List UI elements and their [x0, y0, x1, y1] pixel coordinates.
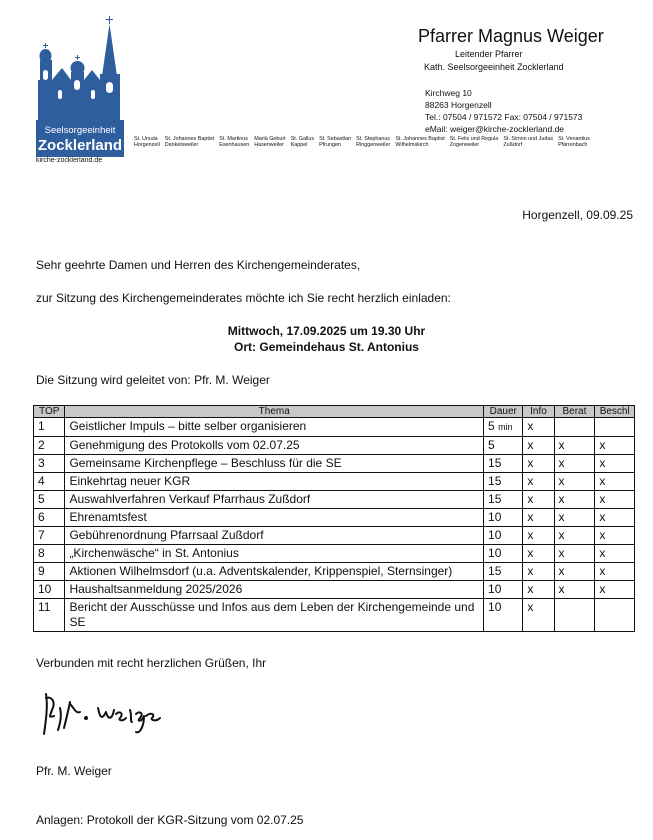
row-info: x [523, 545, 554, 563]
row-dauer: 5 min [484, 418, 523, 437]
signature-drawing [40, 688, 170, 738]
parish-item: St. Johannes Baptist Wilhelmskirch [395, 136, 445, 149]
row-berat: x [554, 491, 595, 509]
table-row [34, 455, 635, 473]
row-beschl [595, 418, 635, 437]
row-top: 6 [34, 509, 65, 527]
row-dauer: 10 [484, 509, 523, 527]
signer-name: Pfr. M. Weiger [36, 764, 112, 778]
row-info: x [523, 581, 554, 599]
row-thema: Genehmigung des Protokolls vom 02.07.25 [65, 437, 484, 455]
row-thema: Geistlicher Impuls – bitte selber organisieren [65, 418, 484, 437]
row-berat: x [554, 527, 595, 545]
address-street: Kirchweg 10 [425, 88, 472, 98]
row-dauer: 15 [484, 491, 523, 509]
parish-item: Mariä Geburt Hasenweiler [254, 136, 286, 149]
parish-item: St. Ursula Horgenzell [134, 136, 160, 149]
row-thema: Einkehrtag neuer KGR [65, 473, 484, 491]
row-beschl: x [595, 473, 635, 491]
parish-item: St. Gallus Kappel [290, 136, 315, 149]
logo-line2: Zocklerland [37, 137, 123, 154]
duration-unit: min [498, 422, 513, 432]
sender-name: Pfarrer Magnus Weiger [418, 26, 604, 46]
row-berat: x [554, 563, 595, 581]
header-dauer: Dauer [484, 406, 523, 418]
attachments-text: Anlagen: Protokoll der KGR-Sitzung vom 02.07.25 [36, 813, 304, 827]
table-row [34, 473, 635, 491]
row-dauer: 5 [484, 437, 523, 455]
row-beschl: x [595, 527, 635, 545]
agenda-table [33, 405, 635, 632]
table-row [34, 437, 635, 455]
row-dauer: 10 [484, 545, 523, 563]
contact-phone: Tel.: 07504 / 971572 Fax: 07504 / 971573 [425, 112, 583, 122]
row-beschl: x [595, 563, 635, 581]
parish-item: St. Sebastian Pfrungen [319, 136, 352, 149]
sender-role: Leitender Pfarrer [455, 49, 523, 59]
row-beschl: x [595, 509, 635, 527]
table-row [34, 545, 635, 563]
row-info: x [523, 491, 554, 509]
row-thema: Ehrenamtsfest [65, 509, 484, 527]
table-row [34, 581, 635, 599]
row-berat: x [554, 581, 595, 599]
row-beschl: x [595, 455, 635, 473]
row-top: 8 [34, 545, 65, 563]
row-dauer: 10 [484, 599, 523, 632]
row-top: 5 [34, 491, 65, 509]
row-top: 7 [34, 527, 65, 545]
row-beschl: x [595, 491, 635, 509]
row-info: x [523, 527, 554, 545]
row-top: 3 [34, 455, 65, 473]
parish-list [134, 136, 634, 149]
row-berat: x [554, 545, 595, 563]
row-info: x [523, 418, 554, 437]
closing-text: Verbunden mit recht herzlichen Grüßen, Ihr [36, 656, 267, 670]
table-row [34, 418, 635, 437]
address-city: 88263 Horgenzell [425, 100, 492, 110]
parish-item: St. Felix und Regula Zogenweiler [449, 136, 499, 149]
row-beschl: x [595, 437, 635, 455]
logo-line1: Seelsorgeeinheit [44, 125, 116, 136]
row-info: x [523, 563, 554, 581]
meeting-datetime: Mittwoch, 17.09.2025 um 19.30 Uhr [227, 324, 426, 338]
row-dauer: 15 [484, 455, 523, 473]
table-row [34, 563, 635, 581]
table-row [34, 491, 635, 509]
intro-text: zur Sitzung des Kirchengemeinderates möchte ich Sie recht herzlich einladen: [36, 291, 451, 305]
header-thema: Thema [65, 406, 484, 418]
church-silhouette-logo [36, 16, 124, 158]
row-top: 9 [34, 563, 65, 581]
header-info: Info [523, 406, 554, 418]
row-berat: x [554, 509, 595, 527]
website-text: kirche-zocklerland.de [36, 157, 103, 164]
row-berat: x [554, 473, 595, 491]
chair-text: Die Sitzung wird geleitet von: Pfr. M. Weiger [36, 373, 270, 387]
parish-logo [36, 16, 124, 158]
parish-item: St. Venantius Pfärrenbach [558, 136, 590, 149]
row-top: 4 [34, 473, 65, 491]
row-thema: Haushaltsanmeldung 2025/2026 [65, 581, 484, 599]
row-info: x [523, 437, 554, 455]
row-beschl: x [595, 581, 635, 599]
row-berat: x [554, 437, 595, 455]
row-info: x [523, 599, 554, 632]
table-row [34, 509, 635, 527]
salutation: Sehr geehrte Damen und Herren des Kirchengemeinderates, [36, 258, 361, 272]
handwritten-signature [40, 688, 170, 738]
row-top: 11 [34, 599, 65, 632]
contact-email: eMail: weiger@kirche-zocklerland.de [425, 124, 565, 134]
row-berat [554, 599, 595, 632]
row-dauer: 15 [484, 473, 523, 491]
row-thema: Gemeinsame Kirchenpflege – Beschluss für die SE [65, 455, 484, 473]
row-dauer: 10 [484, 527, 523, 545]
row-top: 1 [34, 418, 65, 437]
row-info: x [523, 509, 554, 527]
row-beschl: x [595, 545, 635, 563]
meeting-location: Ort: Gemeindehaus St. Antonius [234, 340, 419, 354]
row-dauer: 10 [484, 581, 523, 599]
header-top: TOP [34, 406, 65, 418]
header-beschl: Beschl [595, 406, 635, 418]
row-thema: Gebührenordnung Pfarrsaal Zußdorf [65, 527, 484, 545]
row-info: x [523, 473, 554, 491]
row-thema: Aktionen Wilhelmsdorf (u.a. Adventskalender, Krippenspiel, Sternsinger) [65, 563, 484, 581]
parish-item: St. Johannes Baptist Dankelsweiler [164, 136, 215, 149]
row-berat [554, 418, 595, 437]
parish-item: St. Stephanus Ringgenweiler [356, 136, 391, 149]
row-dauer: 15 [484, 563, 523, 581]
row-top: 10 [34, 581, 65, 599]
parish-item: St. Martinus Esenhausen [219, 136, 250, 149]
row-thema: „Kirchenwäsche“ in St. Antonius [65, 545, 484, 563]
row-beschl [595, 599, 635, 632]
parish-item: St. Simon und Judas Zußdorf [503, 136, 554, 149]
row-berat: x [554, 455, 595, 473]
header-berat: Berat [554, 406, 595, 418]
sender-unit: Kath. Seelsorgeeinheit Zocklerland [424, 62, 564, 72]
agenda-header-row [34, 406, 635, 418]
table-row [34, 599, 635, 632]
row-top: 2 [34, 437, 65, 455]
row-info: x [523, 455, 554, 473]
row-thema: Auswahlverfahren Verkauf Pfarrhaus Zußdorf [65, 491, 484, 509]
row-thema: Bericht der Ausschüsse und Infos aus dem Leben der Kirchengemeinde und SE [65, 599, 484, 632]
table-row [34, 527, 635, 545]
letter-date: Horgenzell, 09.09.25 [522, 208, 633, 222]
